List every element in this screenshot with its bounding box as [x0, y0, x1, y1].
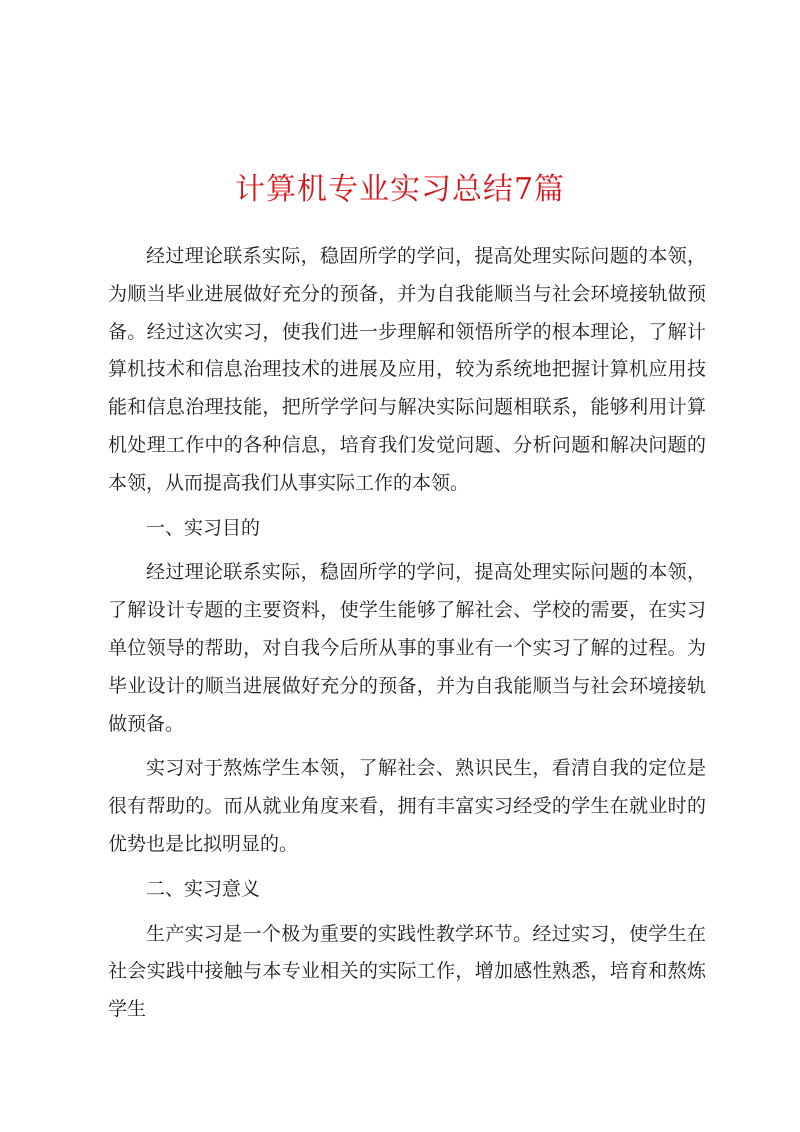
paragraph-purpose: 经过理论联系实际，稳固所学的学问，提高处理实际问题的本领，了解设计专题的主要资料，使学生能够了解社会、学校的需要，在实习单位领导的帮助，对自我今后所从事的事业有一个实习了解的过程。为毕业设计的顺当进展做好充分的预备，并为自我能顺当与社会环境接轨做预备。	[108, 561, 706, 735]
section-heading-purpose: 一、实习目的	[146, 516, 261, 539]
paragraph-benefit: 实习对于熬炼学生本领，了解社会、熟识民生，看清自我的定位是很有帮助的。而从就业角度来看，拥有丰富实习经受的学生在就业时的优势也是比拟明显的。	[108, 757, 706, 855]
paragraph-significance: 生产实习是一个极为重要的实践性教学环节。经过实习，使学生在社会实践中接触与本专业相关的实际工作，增加感性熟悉，培育和熬炼学生	[108, 922, 706, 1021]
section-heading-significance: 二、实习意义	[146, 877, 261, 900]
paragraph-intro: 经过理论联系实际，稳固所学的学问，提高处理实际问题的本领，为顺当毕业进展做好充分的预备，并为自我能顺当与社会环境接轨做预备。经过这次实习，使我们进一步理解和领悟所学的根本理论，了解计算机技术和信息治理技术的进展及应用，较为系统地把握计算机应用技能和信息治理技能，把所学学问与解决实际问题相联系，能够利用计算机处理工作中的各种信息，培育我们发觉问题、分析问题和解决问题的本领，从而提高我们从事实际工作的本领。	[108, 245, 706, 494]
document-body	[108, 238, 706, 1036]
document-title: 计算机专业实习总结7篇	[234, 172, 566, 207]
